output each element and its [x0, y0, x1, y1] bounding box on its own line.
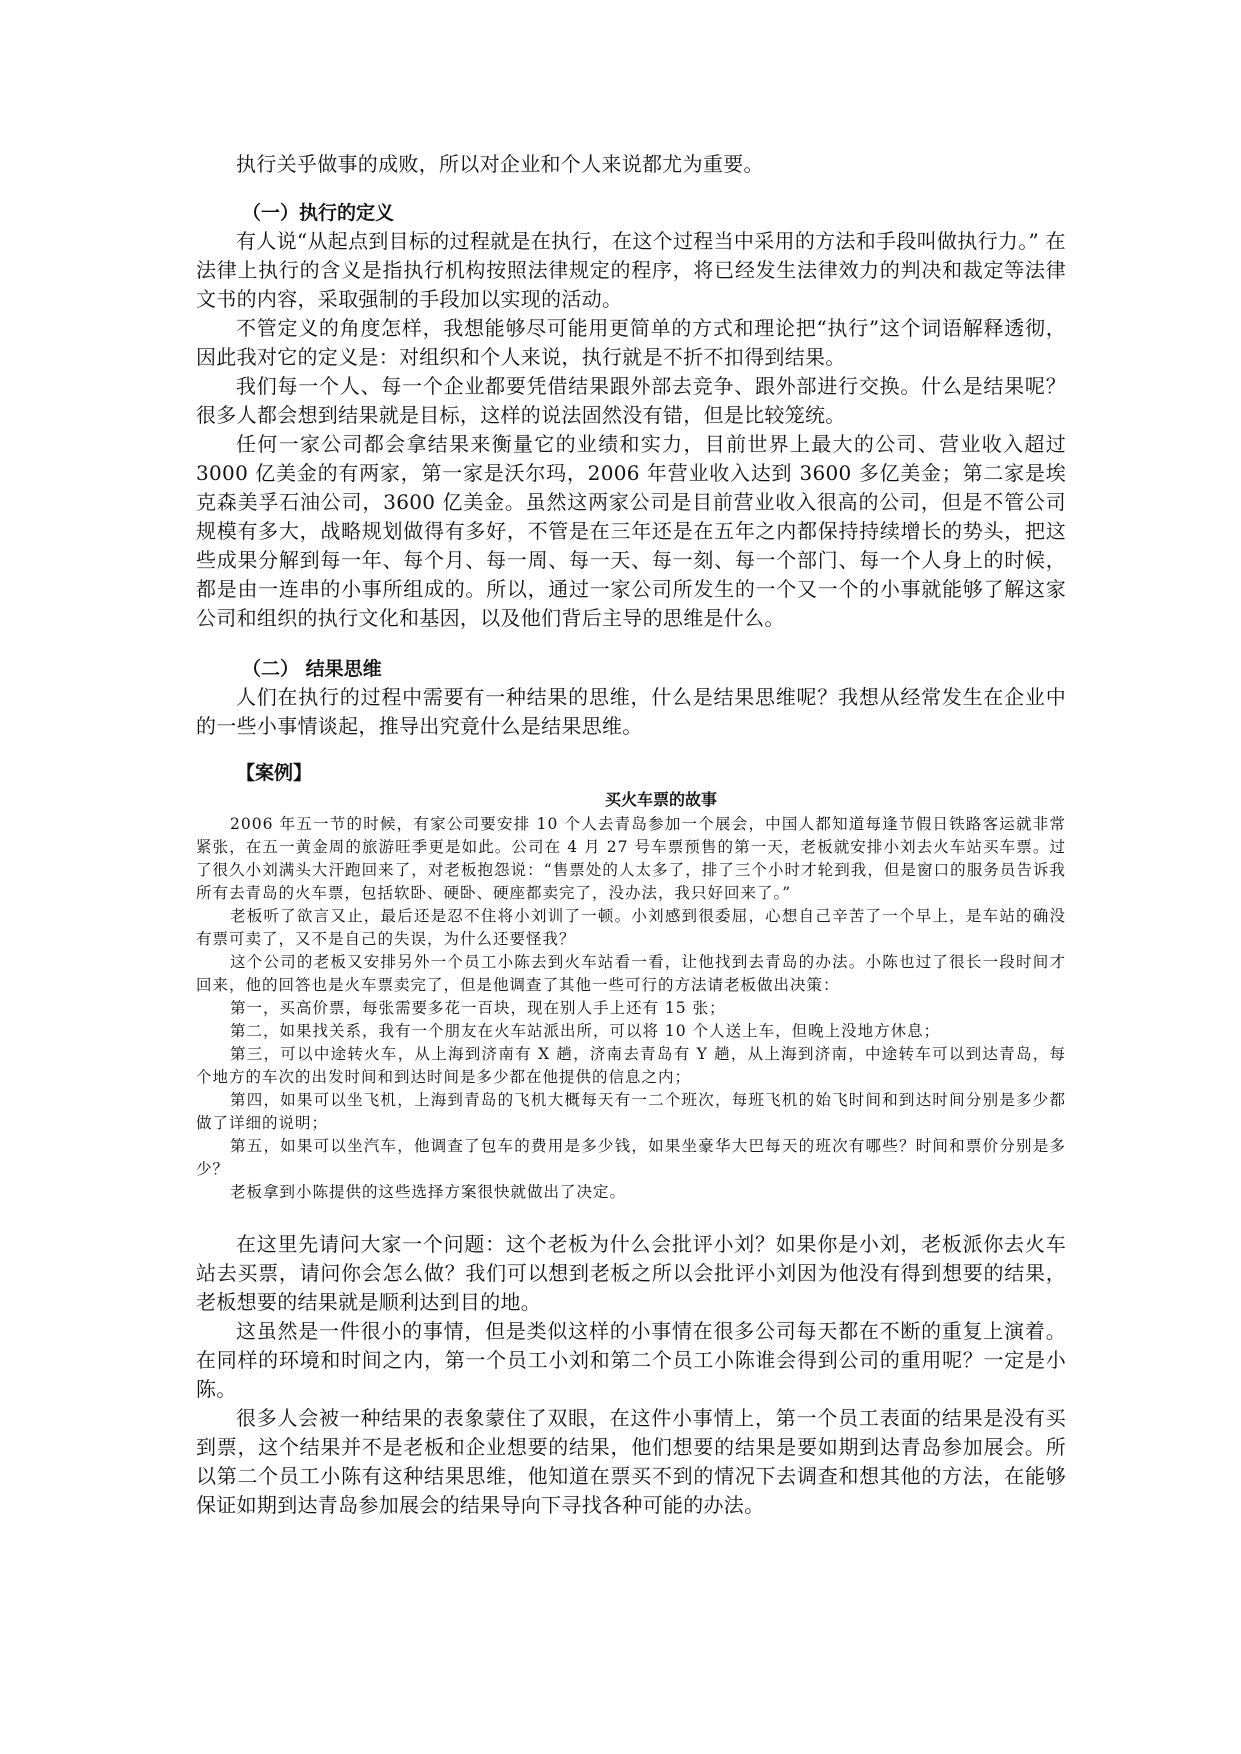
case-paragraph: 老板拿到小陈提供的这些选择方案很快就做出了决定。: [230, 1183, 627, 1201]
paragraph: 我们每一个人、每一个企业都要凭借结果跟外部去竞争、跟外部进行交换。什么是结果呢？很多人都会想到结果就是目标，这样的说法固然没有错，但是比较笼统。: [196, 374, 1066, 427]
case-option-5: 第五，如果可以坐汽车，他调查了包车的费用是多少钱，如果坐豪华大巴每天的班次有哪些？时间和票价分别是多少？: [196, 1137, 1066, 1178]
paragraph: 有人说“从起点到目标的过程就是在执行，在这个过程当中采用的方法和手段叫做执行力。” 在法律上执行的含义是指执行机构按照法律规定的程序，将已经发生法律效力的判决和裁定等法律文书的内容，采取强制的手段加以实现的活动。: [196, 229, 1066, 311]
discussion-paragraph: 很多人会被一种结果的表象蒙住了双眼，在这件小事情上，第一个员工表面的结果是没有买到票，这个结果并不是老板和企业想要的结果，他们想要的结果是要如期到达青岛参加展会。所以第二个员工小陈有这种结果思维，他知道在票买不到的情况下去调查和想其他的方法，在能够保证如期到达青岛参加展会的结果导向下寻找各种可能的办法。: [196, 1406, 1066, 1517]
paragraph: 人们在执行的过程中需要有一种结果的思维，什么是结果思维呢？我想从经常发生在企业中的一些小事情谈起，推导出究竟什么是结果思维。: [196, 685, 1066, 738]
case-paragraph: 老板听了欲言又止，最后还是忍不住将小刘训了一顿。小刘感到很委屈，心想自己辛苦了一个早上，是车站的确没有票可卖了，又不是自己的失误，为什么还要怪我？: [196, 907, 1066, 948]
case-option-2: 第二，如果找关系，我有一个朋友在火车站派出所，可以将 10 个人送上车，但晚上没地方休息；: [230, 1022, 941, 1040]
case-label: 【案例】: [236, 762, 313, 784]
paragraph: 任何一家公司都会拿结果来衡量它的业绩和实力，目前世界上最大的公司、营业收入超过 3000 亿美金的有两家，第一家是沃尔玛，2006 年营业收入达到 3600 多亿美金；第二家是埃克森美孚石油公司，3600 亿美金。虽然这两家公司是目前营业收入很高的公司，但是不管公司规模有多大，战略规划做得有多好，不管是在三年还是在五年之内都保持持续增长的势头，把这些成果分解到每一年、每个月、每一周、每一天、每一刻、每一个部门、每一个人身上的时候，都是由一连串的小事所组成的。所以，通过一家公司所发生的一个又一个的小事就能够了解这家公司和组织的执行文化和基因，以及他们背后主导的思维是什么。: [196, 432, 1066, 630]
case-option-3: 第三，可以中途转火车，从上海到济南有 X 趟，济南去青岛有 Y 趟，从上海到济南，中途转车可以到达青岛，每个地方的车次的出发时间和到达时间是多少都在他提供的信息之内；: [196, 1045, 1066, 1086]
document-page: [196, 150, 1066, 1520]
case-option-4: 第四，如果可以坐飞机，上海到青岛的飞机大概每天有一二个班次，每班飞机的始飞时间和到达时间分别是多少都做了详细的说明；: [196, 1091, 1066, 1132]
case-story-title: 买火车票的故事: [604, 790, 717, 809]
discussion-paragraph: 这虽然是一件很小的事情，但是类似这样的小事情在很多公司每天都在不断的重复上演着。在同样的环境和时间之内，第一个员工小刘和第二个员工小陈谁会得到公司的重用呢？一定是小陈。: [196, 1319, 1066, 1401]
discussion-paragraph: 在这里先请问大家一个问题：这个老板为什么会批评小刘？如果你是小刘，老板派你去火车站去买票，请问你会怎么做？我们可以想到老板之所以会批评小刘因为他没有得到想要的结果，老板想要的结果就是顺利达到目的地。: [196, 1232, 1066, 1314]
section-heading-result-thinking: （二） 结果思维: [242, 658, 382, 680]
case-paragraph: 这个公司的老板又安排另外一个员工小陈去到火车站看一看，让他找到去青岛的办法。小陈也过了很长一段时间才回来，他的回答也是火车票卖完了，但是他调查了其他一些可行的方法请老板做出决策：: [196, 953, 1066, 994]
paragraph: 不管定义的角度怎样，我想能够尽可能用更简单的方式和理论把“执行”这个词语解释透彻，因此我对它的定义是：对组织和个人来说，执行就是不折不扣得到结果。: [196, 316, 1066, 369]
case-paragraph: 2006 年五一节的时候，有家公司要安排 10 个人去青岛参加一个展会，中国人都知道每逢节假日铁路客运就非常紧张，在五一黄金周的旅游旺季更是如此。公司在 4 月 27 号车票预售的第一天，老板就安排小刘去火车站买车票。过了很久小刘满头大汗跑回来了，对老板抱怨说：“售票处的人太多了，排了三个小时才轮到我，但是窗口的服务员告诉我所有去青岛的火车票，包括软卧、硬卧、硬座都卖完了，没办法，我只好回来了。”: [196, 815, 1066, 902]
case-option-1: 第一，买高价票，每张需要多花一百块，现在别人手上还有 15 张；: [230, 999, 726, 1017]
intro-paragraph: 执行关乎做事的成败，所以对企业和个人来说都尤为重要。: [236, 152, 764, 176]
section-heading-definition: （一）执行的定义: [242, 202, 395, 224]
section-spacer: [196, 633, 1066, 655]
